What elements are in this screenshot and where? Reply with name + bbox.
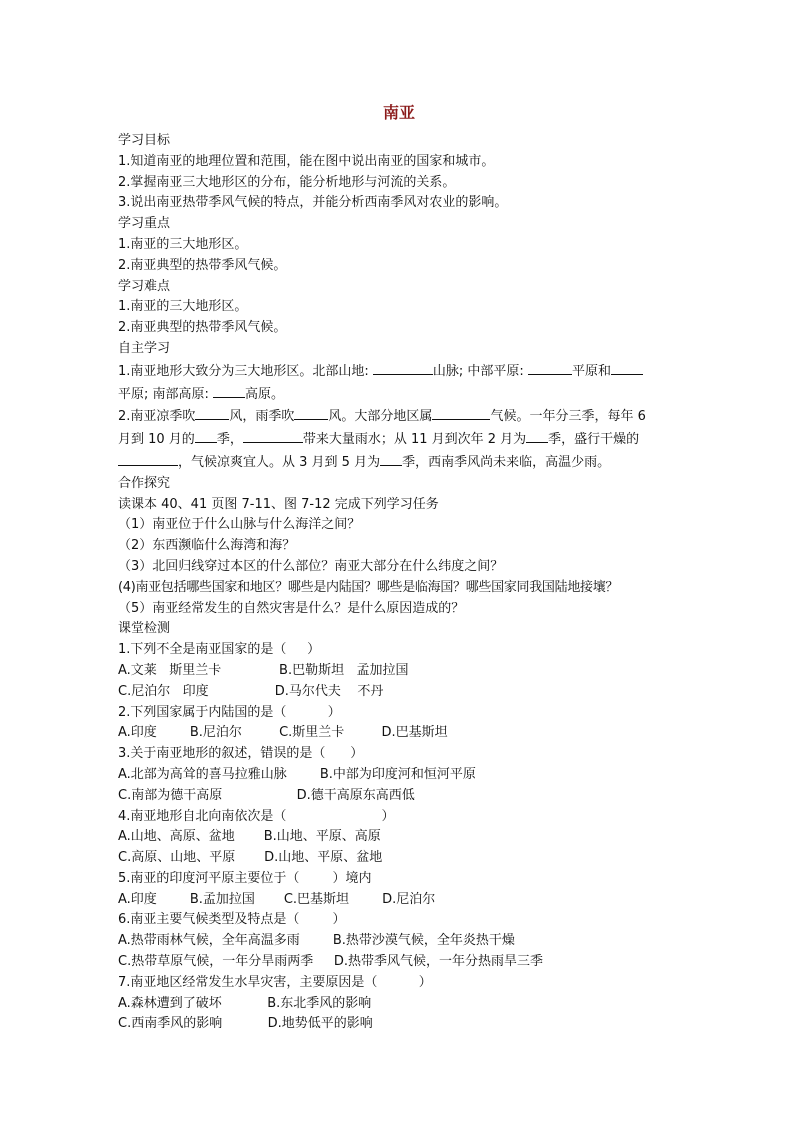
quiz-line: 6.南亚主要气候类型及特点是（ ） — [118, 912, 346, 928]
objective-1: 1.知道南亚的地理位置和范围，能在图中说出南亚的国家和城市。 — [118, 153, 495, 169]
self-study-q2-line3: ，气候凉爽宜人。从 3 月到 5 月为 季，西南季风尚未来临，高温少雨。 — [118, 451, 680, 474]
fill-blank[interactable] — [526, 428, 548, 443]
quiz-line: A.印度 B.尼泊尔 C.斯里兰卡 D.巴基斯坦 — [118, 725, 448, 741]
page-title: 南亚 — [382, 103, 415, 122]
objective-2: 2.掌握南亚三大地形区的分布，能分析地形与河流的关系。 — [118, 174, 456, 190]
self-study-q1-line1: 1.南亚地形大致分为三大地形区。北部山地: 山脉; 中部平原: 平原和 — [118, 360, 680, 383]
quiz-line: C.高原、山地、平原 D.山地、平原、盆地 — [118, 850, 383, 866]
fill-blank[interactable] — [118, 451, 178, 466]
quiz-line: C.热带草原气候，一年分旱雨两季 D.热带季风气候，一年分热雨旱三季 — [118, 954, 544, 970]
quiz-line: 1.下列不全是南亚国家的是（ ） — [118, 642, 321, 658]
fill-blank[interactable] — [373, 360, 433, 375]
quiz-line: 7.南亚地区经常发生水旱灾害，主要原因是（ ） — [118, 974, 432, 990]
document-page — [118, 100, 680, 1035]
key-point-2: 2.南亚典型的热带季风气候。 — [118, 257, 287, 273]
quiz-line: 2.下列国家属于内陆国的是（ ） — [118, 704, 341, 720]
self-study-heading: 自主学习 — [118, 340, 171, 356]
fill-blank[interactable] — [213, 383, 245, 398]
fill-blank[interactable] — [611, 360, 643, 375]
quiz-line: A.印度 B.孟加拉国 C.巴基斯坦 D.尼泊尔 — [118, 891, 436, 907]
inquiry-item-1: （1）南亚位于什么山脉与什么海洋之间？ — [118, 517, 361, 533]
objectives-heading: 学习目标 — [118, 133, 171, 148]
difficulty-2: 2.南亚典型的热带季风气候。 — [118, 320, 287, 336]
key-point-1: 1.南亚的三大地形区。 — [118, 236, 248, 252]
quiz-line: C.尼泊尔 印度 D.马尔代夫 不丹 — [118, 683, 384, 699]
fill-blank[interactable] — [243, 428, 303, 443]
inquiry-item-2: （2）东西濒临什么海湾和海？ — [118, 538, 296, 554]
self-study-q2-line2: 月到 10 月的 季， 带来大量雨水；从 11 月到次年 2 月为 季，盛行干燥的 — [118, 428, 680, 451]
difficulties-heading: 学习难点 — [118, 278, 171, 294]
quiz-line: 4.南亚地形自北向南依次是（ ） — [118, 808, 395, 824]
quiz-heading: 课堂检测 — [118, 621, 171, 637]
inquiry-intro: 读课本 40、41 页图 7-11、图 7-12 完成下列学习任务 — [118, 496, 439, 512]
fill-blank[interactable] — [195, 405, 229, 420]
quiz-line: 5.南亚的印度河平原主要位于（ ）境内 — [118, 870, 372, 886]
quiz-line: A.文莱 斯里兰卡 B.巴勒斯坦 孟加拉国 — [118, 662, 409, 678]
key-points-heading: 学习重点 — [118, 216, 171, 232]
fill-blank[interactable] — [380, 451, 402, 466]
fill-blank[interactable] — [195, 428, 217, 443]
quiz-line: A.北部为高耸的喜马拉雅山脉 B.中部为印度河和恒河平原 — [118, 766, 476, 782]
fill-blank[interactable] — [294, 405, 328, 420]
difficulty-1: 1.南亚的三大地形区。 — [118, 299, 248, 315]
quiz-line: 3.关于南亚地形的叙述，错误的是（ ） — [118, 746, 364, 762]
quiz-line: A.森林遭到了破坏 B.东北季风的影响 — [118, 995, 372, 1011]
quiz-line: A.热带雨林气候，全年高温多雨 B.热带沙漠气候，全年炎热干燥 — [118, 933, 515, 949]
fill-blank[interactable] — [432, 405, 490, 420]
fill-blank[interactable] — [528, 360, 572, 375]
self-study-q1-line2: 平原; 南部高原: 高原。 — [118, 383, 680, 406]
self-study-q2-line1: 2.南亚凉季吹 风，雨季吹 风。大部分地区属 气候。一年分三季，每年 6 — [118, 405, 680, 428]
quiz-line: C.西南季风的影响 D.地势低平的影响 — [118, 1016, 373, 1032]
inquiry-heading: 合作探究 — [118, 475, 171, 491]
inquiry-item-3: （3）北回归线穿过本区的什么部位？南亚大部分在什么纬度之间？ — [118, 558, 504, 574]
quiz-line: A.山地、高原、盆地 B.山地、平原、高原 — [118, 829, 381, 845]
quiz-line: C.南部为德干高原 D.德干高原东高西低 — [118, 787, 415, 803]
inquiry-item-5: （5）南亚经常发生的自然灾害是什么？是什么原因造成的？ — [118, 600, 465, 616]
inquiry-item-4: (4)南亚包括哪些国家和地区？哪些是内陆国？哪些是临海国？哪些国家同我国陆地接壤？ — [118, 579, 619, 595]
objective-3: 3.说出南亚热带季风气候的特点，并能分析西南季风对农业的影响。 — [118, 195, 508, 211]
